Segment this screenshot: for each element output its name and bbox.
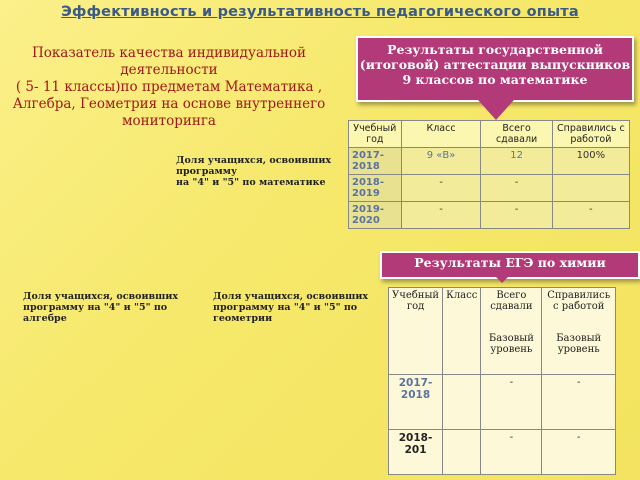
class-cell: -: [401, 202, 481, 229]
gia-results-callout: Результаты государственной (итоговой) аттестации выпускников 9 классов по математике: [356, 36, 634, 102]
total-cell: -: [481, 430, 542, 475]
ege-callout-arrow: [492, 273, 512, 283]
passed-cell: 100%: [552, 148, 629, 175]
table-row: [389, 375, 616, 430]
class-cell: 9 «В»: [401, 148, 481, 175]
header-total: Всего сдавали: [481, 121, 552, 148]
slide-title: Эффективность и результативность педагогического опыта: [61, 4, 579, 20]
year-cell: 2019-2020: [349, 202, 402, 229]
table-row: [389, 430, 616, 475]
total-cell: 12: [481, 148, 552, 175]
ege-results-table: [388, 287, 616, 475]
year-cell: 2017-2018: [389, 375, 443, 430]
class-cell: [443, 430, 481, 475]
table-header-row: [389, 288, 616, 332]
math-share-label: Доля учащихся, освоивших программу на "4" и "5" по математике: [176, 155, 332, 188]
class-cell: [443, 375, 481, 430]
class-cell: -: [401, 175, 481, 202]
table-row: [349, 202, 630, 229]
subheader-passed-level: Базовый уровень: [542, 331, 616, 375]
total-cell: -: [481, 375, 542, 430]
geometry-share-label: Доля учащихся, освоивших программу на "4" и "5" по геометрии: [213, 291, 369, 324]
table-row: [349, 175, 630, 202]
gia-callout-arrow: [478, 100, 514, 120]
header-passed: Справились с работой: [552, 121, 629, 148]
header-passed: Справились с работой: [542, 288, 616, 332]
passed-cell: -: [542, 375, 616, 430]
table-header-row: [349, 121, 630, 148]
passed-cell: -: [552, 202, 629, 229]
passed-cell: -: [542, 430, 616, 475]
header-class: Класс: [443, 288, 481, 375]
total-cell: -: [481, 175, 552, 202]
year-cell: 2017-2018: [349, 148, 402, 175]
subheader-total-level: Базовый уровень: [481, 331, 542, 375]
year-cell: 2018-201: [389, 430, 443, 475]
passed-cell: [552, 175, 629, 202]
ege-results-callout: Результаты ЕГЭ по химии: [380, 251, 640, 279]
header-year: Учебный год: [349, 121, 402, 148]
gia-results-table: [348, 120, 630, 229]
header-total: Всего сдавали: [481, 288, 542, 332]
year-cell: 2018-2019: [349, 175, 402, 202]
header-year: Учебный год: [389, 288, 443, 375]
header-class: Класс: [401, 121, 481, 148]
algebra-share-label: Доля учащихся, освоивших программу на "4" и "5" по алгебре: [23, 291, 179, 324]
table-row: [349, 148, 630, 175]
quality-indicator-heading: Показатель качества индивидуальной деятельности ( 5- 11 классы)по предметам Математика , Алгебра, Геометрия на основе внутреннего мониторинга: [12, 45, 326, 129]
total-cell: -: [481, 202, 552, 229]
